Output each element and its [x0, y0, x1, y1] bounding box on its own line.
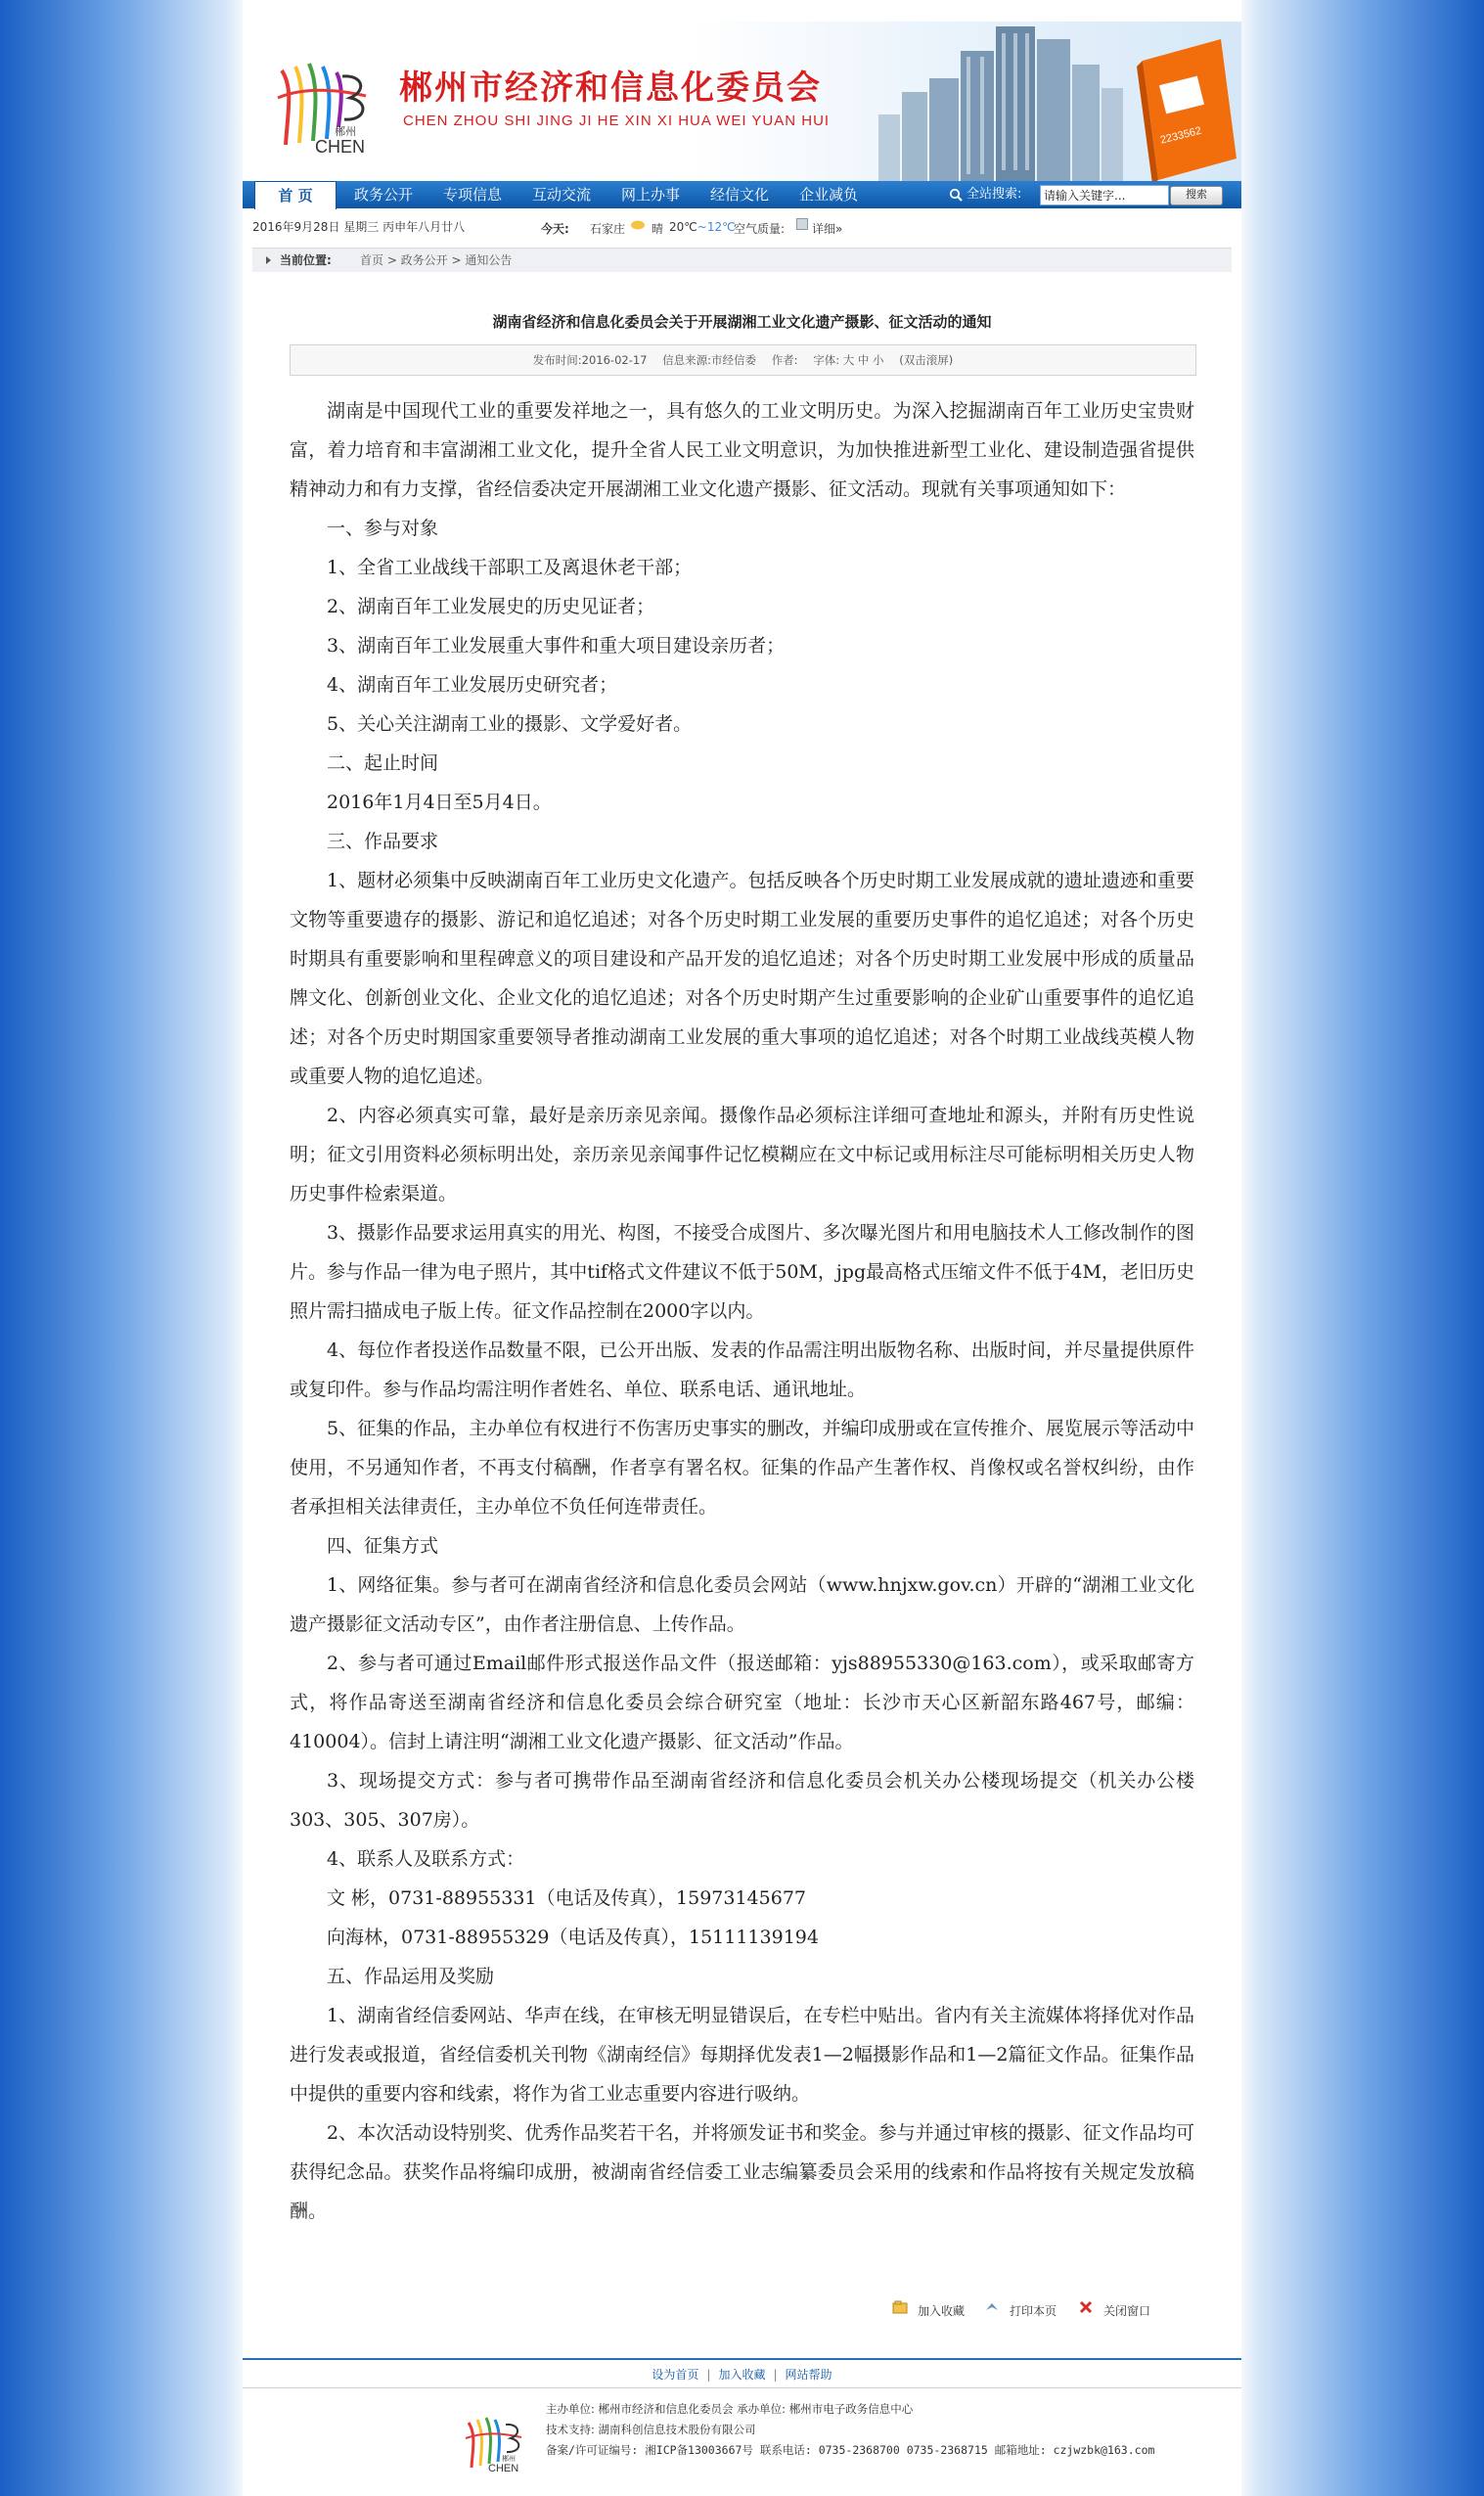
weather-label: 今天:: [541, 222, 569, 236]
weather-detail-link[interactable]: 详细»: [812, 222, 843, 236]
article-paragraph: 二、起止时间: [327, 752, 439, 774]
svg-text:郴州: 郴州: [502, 2455, 516, 2463]
print-link[interactable]: 打印本页: [1010, 2304, 1057, 2318]
svg-text:CHEN: CHEN: [315, 137, 366, 157]
article-paragraph: 2016年1月4日至5月4日。: [327, 792, 552, 813]
article-body: [290, 391, 1194, 2231]
site-title-pinyin: CHEN ZHOU SHI JING JI HE XIN XI HUA WEI YUAN HUI: [403, 113, 831, 129]
article-paragraph: 1、湖南省经信委网站、华声在线，在审核无明显错误后，在专栏中贴出。省内有关主流媒体将择优对作品进行发表或报道，省经信委机关刊物《湖南经信》每期择优发表1—2幅摄影作品和1—2篇征文作品。征集作品中提供的重要内容和线索，将作为省工业志重要内容进行吸纳。: [290, 2005, 1194, 2105]
font-size-switcher[interactable]: 字体: 大 中 小: [813, 353, 884, 367]
current-date: 2016年9月28日 星期三 丙申年八月廿八: [252, 220, 466, 234]
double-click-scroll: (双击滚屏): [899, 353, 954, 367]
svg-text:郴州: 郴州: [335, 125, 356, 138]
article-actions: [243, 2294, 1241, 2324]
article-paragraph: 4、联系人及联系方式：: [327, 1848, 525, 1870]
article-paragraph: 5、征集的作品，主办单位有权进行不伤害历史事实的删改，并编印成册或在宣传推介、展览展示等活动中使用，不另通知作者，不再支付稿酬，作者享有署名权。征集的作品产生著作权、肖像权或名誉权纠纷，由作者承担相关法律责任，主办单位不负任何连带责任。: [290, 1418, 1194, 1518]
article-paragraph: 1、网络征集。参与者可在湖南省经济和信息化委员会网站（www.hnjxw.gov.cn）开辟的“湖湘工业文化遗产摄影征文活动专区”，由作者注册信息、上传作品。: [290, 1574, 1194, 1635]
footer-host: 主办单位: 郴州市经济和信息化委员会 承办单位: 郴州市电子政务信息中心: [546, 2402, 914, 2416]
article-paragraph: 五、作品运用及奖励: [327, 1966, 495, 1987]
article-paragraph: 4、湖南百年工业发展历史研究者；: [327, 674, 618, 696]
article-paragraph: 四、征集方式: [327, 1535, 439, 1557]
footer-thin-divider: [243, 2387, 1241, 2388]
article-paragraph: 5、关心关注湖南工业的摄影、文学爱好者。: [327, 713, 693, 735]
site-header: [243, 22, 1241, 181]
breadcrumb-label: 当前位置:: [280, 253, 332, 267]
search-button[interactable]: 搜索: [1170, 186, 1223, 205]
nav-online-services[interactable]: 网上办事: [621, 186, 681, 204]
search-input[interactable]: [1040, 185, 1169, 205]
article-paragraph: 2、参与者可通过Email邮件形式报送作品文件（报送邮箱：yjs88955330@163.com），或采取邮寄方式，将作品寄送至湖南省经济和信息化委员会综合研究室（地址：长沙市天心区新韶东路467号，邮编：410004）。信封上请注明“湖湘工业文化遗产摄影、征文活动”作品。: [290, 1653, 1194, 1752]
footer-favorite-link[interactable]: 加入收藏: [718, 2368, 766, 2382]
article-paragraph: 3、湖南百年工业发展重大事件和重大项目建设亲历者；: [327, 635, 786, 657]
breadcrumb-arrow-icon: [266, 256, 271, 264]
article-paragraph: 1、题材必须集中反映湖南百年工业历史文化遗产。包括反映各个历史时期工业发展成就的遗址遗迹和重要文物等重要遗存的摄影、游记和追忆追述；对各个历史时期工业发展的重要历史事件的追忆追述；对各个历史时期具有重要影响和里程碑意义的项目建设和产品开发的追忆追述；对各个历史时期工业发展中形成的质量品牌文化、创新创业文化、企业文化的追忆追述；对各个历史时期产生过重要影响的企业矿山重要事件的追忆追述；对各个历史时期国家重要领导者推动湖南工业发展的重大事项的追忆追述；对各个时期工业战线英模人物或重要人物的追忆追述。: [290, 870, 1194, 1087]
footer-link-separator: |: [773, 2368, 778, 2382]
info-source: 信息来源:市经信委: [662, 353, 757, 367]
article-title: 湖南省经济和信息化委员会关于开展湖湘工业文化遗产摄影、征文活动的通知: [492, 313, 992, 331]
help-link[interactable]: 网站帮助: [785, 2368, 832, 2382]
footer-divider: [243, 2358, 1241, 2360]
temp-low: 12℃: [706, 220, 736, 234]
weather-condition: 晴: [652, 222, 664, 236]
info-bar: [243, 210, 1241, 240]
site-title: 郴州市经济和信息化委员会: [399, 68, 822, 108]
temp-high: 20℃: [669, 220, 697, 234]
footer-links: [243, 2366, 1241, 2383]
favorite-icon: [892, 2300, 908, 2314]
weather-city: 石家庄: [590, 222, 626, 236]
weather-temperature: [669, 220, 736, 234]
breadcrumb: [252, 248, 1232, 272]
temp-separator: ~: [697, 220, 707, 234]
article-paragraph: 一、参与对象: [327, 518, 439, 539]
article-paragraph: 3、现场提交方式：参与者可携带作品至湖南省经济和信息化委员会机关办公楼现场提交（机关办公楼303、305、307房）。: [290, 1770, 1194, 1831]
svg-text:CHEN: CHEN: [488, 2463, 519, 2473]
nav-special-info[interactable]: 专项信息: [443, 186, 503, 204]
page-container: [243, 0, 1241, 2496]
article-paragraph: 向海林，0731-88955329（电话及传真），15111139194: [327, 1927, 819, 1948]
article-paragraph: 湖南是中国现代工业的重要发祥地之一，具有悠久的工业文明历史。为深入挖掘湖南百年工业历史宝贵财富，着力培育和丰富湖湘工业文化，提升全省人民工业文明意识，为加快推进新型工业化、建设制造强省提供精神动力和有力支撑，省经信委决定开展湖湘工业文化遗产摄影、征文活动。现就有关事项通知如下：: [290, 400, 1194, 500]
print-icon: [984, 2300, 1000, 2314]
footer-support: 技术支持: 湖南科创信息技术股份有限公司: [546, 2423, 756, 2436]
article-paragraph: 三、作品要求: [327, 831, 439, 852]
article-paragraph: 2、内容必须真实可靠，最好是亲历亲见亲闻。摄像作品必须标注详细可查地址和源头，并附有历史性说明；征文引用资料必须标明出处，亲历亲见亲闻事件记忆模糊应在文中标记或用标注尽可能标明相关历史人物历史事件检索渠道。: [290, 1105, 1194, 1204]
add-favorite-link[interactable]: 加入收藏: [918, 2304, 966, 2318]
nav-home[interactable]: 首 页: [254, 181, 337, 209]
search-label: 全站搜索:: [967, 187, 1022, 202]
article-paragraph: 1、全省工业战线干部职工及离退休老干部；: [327, 557, 693, 578]
svg-text:2233562: 2233562: [1158, 124, 1203, 147]
air-quality-label: 空气质量:: [734, 222, 786, 236]
site-logo-icon[interactable]: [272, 59, 375, 157]
article-paragraph: 2、湖南百年工业发展史的历史见证者；: [327, 596, 655, 617]
nav-culture[interactable]: 经信文化: [710, 186, 770, 204]
set-homepage-link[interactable]: 设为首页: [652, 2368, 699, 2382]
search-icon: [949, 188, 963, 202]
publish-time: 发布时间:2016-02-17: [532, 353, 648, 367]
breadcrumb-path[interactable]: 首页 > 政务公开 > 通知公告: [360, 253, 513, 267]
article-meta: [290, 344, 1196, 376]
article-paragraph: 4、每位作者投送作品数量不限，已公开出版、发表的作品需注明出版物名称、出版时间，并尽量提供原件或复印件。参与作品均需注明作者姓名、单位、联系电话、通讯地址。: [290, 1339, 1194, 1400]
footer-link-separator: |: [706, 2368, 711, 2382]
footer-icp: 备案/许可证编号: 湘ICP备13003667号 联系电话: 0735-2368700 0735-2368715 邮箱地址: czjwzbk@163.com: [546, 2443, 1155, 2457]
sunny-icon: [630, 218, 646, 230]
article-paragraph: 文 彬，0731-88955331（电话及传真），15973145677: [327, 1887, 806, 1909]
footer-info: [546, 2399, 1154, 2461]
nav-interaction[interactable]: 互动交流: [532, 186, 592, 204]
author: 作者:: [771, 353, 798, 367]
footer-logo-icon: [463, 2415, 526, 2473]
article-paragraph: 2、本次活动设特别奖、优秀作品奖若干名，并将颁发证书和奖金。参与并通过审核的摄影、征文作品均可获得纪念品。获奖作品将编印成册，被湖南省经信委工业志编纂委员会采用的线索和作品将按有关规定发放稿酬。: [290, 2122, 1194, 2222]
close-icon: [1078, 2300, 1094, 2314]
main-nav: [243, 181, 1241, 208]
nav-burden-reduction[interactable]: 企业减负: [799, 186, 859, 204]
air-quality-icon: [796, 218, 808, 230]
article-paragraph: 3、摄影作品要求运用真实的用光、构图，不接受合成图片、多次曝光图片和用电脑技术人工修改制作的图片。参与作品一律为电子照片，其中tif格式文件建议不低于50M，jpg最高格式压缩文件不低于4M，老旧历史照片需扫描成电子版上传。征文作品控制在2000字以内。: [290, 1222, 1194, 1322]
nav-government-affairs[interactable]: 政务公开: [354, 186, 414, 204]
book-illustration-icon: [1137, 39, 1237, 181]
skyline-illustration: [869, 22, 1241, 181]
close-window-link[interactable]: 关闭窗口: [1103, 2304, 1151, 2318]
